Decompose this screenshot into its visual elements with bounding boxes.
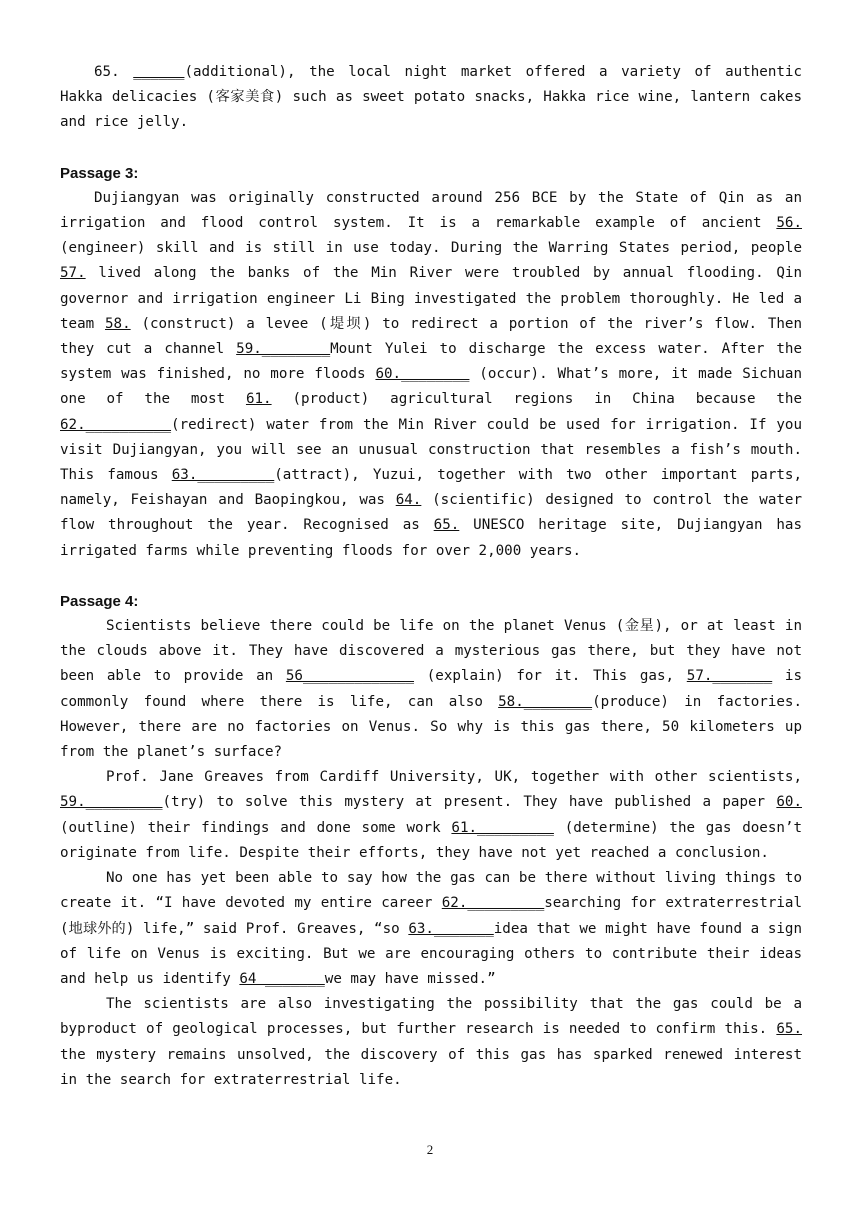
- passage-3-heading: Passage 3:: [60, 164, 139, 182]
- passage-text: UNESCO heritage site, Dujiangyan has irrigated farms while preventing floods for over 2,000 years.: [60, 517, 802, 559]
- blank-57: 57.: [60, 265, 86, 282]
- blank-62: 62._________: [441, 895, 545, 912]
- blank-61: 61._________: [451, 819, 554, 836]
- passage-text: (construct) a levee (堤坝) to redirect a portion of the river’s flow. Then they cut a channel: [60, 315, 802, 358]
- passage-text: (occur). What’s more, it made Sichuan one of the most: [60, 366, 802, 408]
- passage-text: Prof. Jane Greaves from Cardiff University, UK, together with other scientists,: [106, 769, 802, 786]
- blank-59: 59.________: [236, 341, 331, 358]
- blank-63: 63._________: [171, 467, 275, 484]
- passage-text: Mount Yulei to discharge the excess water. After the system was finished, no more floods: [60, 341, 802, 383]
- passage-2-tail: [60, 60, 802, 136]
- blank-64: 64.: [395, 492, 422, 509]
- blank-60: 60.: [776, 794, 802, 811]
- passage-text: lived along the banks of the Min River were troubled by annual flooding. Qin governor and irrigation engineer Li Bing investigated the problem thoroughly. He led a team: [60, 265, 802, 332]
- passage-text: No one has yet been able to say how the gas can be there without living things to create it. “I have devoted my entire career: [60, 870, 802, 912]
- blank-59: 59._________: [60, 794, 163, 811]
- passage-text: (explain) for it. This gas,: [414, 668, 687, 685]
- blank-62: 62.__________: [60, 416, 172, 433]
- blank-56: 56.: [776, 215, 802, 232]
- passage-text: (produce) in factories. However, there are no factories on Venus. So why is this gas there, 50 kilometers up from the planet’s surface?: [60, 693, 802, 761]
- passage-text: idea that we might have found a sign of life on Venus is exciting. But we are encouraging others to contribute their ideas and help us identify: [60, 920, 803, 987]
- passage-text: (engineer) skill and is still in use today. During the Warring States period, people: [60, 240, 802, 257]
- passage-text: the mystery remains unsolved, the discovery of this gas has sparked renewed interest in the search for extraterrestrial life.: [60, 1046, 802, 1088]
- passage-text: (determine) the gas doesn’t originate from life. Despite their efforts, they have not yet reached a conclusion.: [60, 819, 802, 861]
- blank-56: 56_____________: [285, 668, 415, 685]
- passage-text: (additional), the local night market offered a variety of authentic Hakka delicacies (客家美食) such as sweet potato snacks, Hakka rice wine, lantern cakes and rice jelly.: [60, 64, 802, 131]
- passage-text: Scientists believe there could be life on the planet Venus (金星), or at least in the clouds above it. They have discovered a mysterious gas there, but they have not been able to provide an: [60, 618, 802, 685]
- blank-61: 61.: [245, 391, 272, 408]
- passage-4-paragraph-4: [60, 992, 802, 1093]
- blank-57: 57._______: [686, 668, 773, 685]
- blank-65: 65.: [776, 1021, 802, 1038]
- passage-text: The scientists are also investigating the possibility that the gas could be a byproduct of geological processes, but further research is needed to confirm this.: [60, 996, 802, 1038]
- blank-65: 65.: [433, 517, 460, 534]
- answer-blank: ______: [133, 64, 185, 80]
- blank-60: 60.________: [375, 366, 470, 383]
- passage-text: we may have missed.”: [324, 970, 496, 987]
- blank-64: 64 _______: [239, 970, 325, 987]
- document-page: [60, 60, 802, 1093]
- passage-text: (outline) their findings and done some work: [60, 819, 452, 836]
- blank-63: 63._______: [408, 920, 494, 937]
- passage-3-body: [60, 186, 802, 564]
- passage-4-paragraph-1: [60, 614, 802, 765]
- passage-text: searching for extraterrestrial (地球外的) life,” said Prof. Greaves, “so: [60, 895, 802, 937]
- passage-text: (scientific) designed to control the water flow throughout the year. Recognised as: [60, 492, 802, 534]
- question-number: 65.: [94, 64, 134, 80]
- passage-4-heading: Passage 4:: [60, 592, 139, 610]
- passage-text: (product) agricultural regions in China because the: [271, 391, 802, 408]
- passage-4-paragraph-3: [60, 866, 802, 992]
- passage-text: (try) to solve this mystery at present. They have published a paper: [162, 794, 777, 811]
- passage-text: Dujiangyan was originally constructed around 256 BCE by the State of Qin as an irrigation and flood control system. It is a remarkable example of ancient: [60, 189, 802, 232]
- blank-58: 58.: [105, 315, 131, 332]
- passage-text: (redirect) water from the Min River could be used for irrigation. If you visit Dujiangyan, you will see an unusual construction that resembles a fish’s mouth. This famous: [60, 416, 802, 484]
- passage-text: (attract), Yuzui, together with two other important parts, namely, Feishayan and Baopingkou, was: [60, 467, 803, 509]
- blank-58: 58.________: [498, 693, 593, 710]
- passage-text: is commonly found where there is life, can also: [60, 668, 803, 710]
- passage-4-paragraph-2: [60, 765, 802, 866]
- page-number: 2: [426, 1142, 434, 1157]
